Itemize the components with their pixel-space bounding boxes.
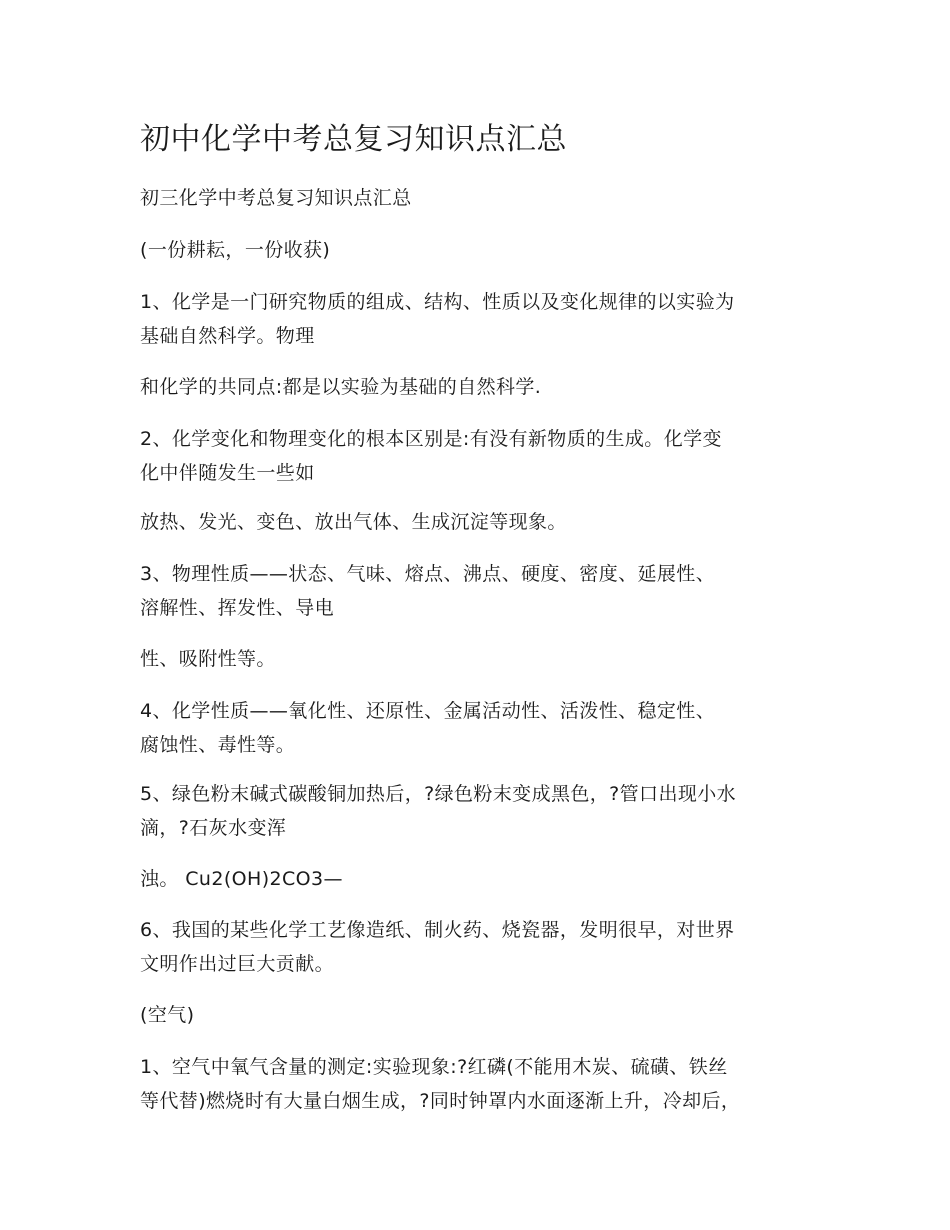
text-line: 等代替)燃烧时有大量白烟生成，?同时钟罩内水面逐渐上升，冷却后，	[140, 1090, 741, 1112]
paragraph	[140, 862, 820, 896]
paragraph	[140, 557, 820, 625]
text-line: 2、化学变化和物理变化的根本区别是:有没有新物质的生成。化学变	[140, 428, 722, 450]
text-line: 性、吸附性等。	[140, 648, 276, 670]
text-line: 1、化学是一门研究物质的组成、结构、性质以及变化规律的以实验为	[140, 291, 735, 313]
paragraph	[140, 233, 820, 267]
text-line: 6、我国的某些化学工艺像造纸、制火药、烧瓷器，发明很早，对世界	[140, 919, 735, 941]
document-title: 初中化学中考总复习知识点汇总	[140, 122, 567, 157]
paragraph	[140, 998, 820, 1032]
text-line: 1、空气中氧气含量的测定:实验现象:?红磷(不能用木炭、硫磺、铁丝	[140, 1056, 728, 1078]
paragraph	[140, 913, 820, 981]
paragraph	[140, 1050, 820, 1118]
text-line: 基础自然科学。物理	[140, 325, 315, 347]
paragraph	[140, 642, 820, 676]
text-line: (一份耕耘，一份收获)	[140, 239, 331, 261]
text-line: 化中伴随发生一些如	[140, 462, 315, 484]
text-line: 3、物理性质——状态、气味、熔点、沸点、硬度、密度、延展性、	[140, 563, 716, 585]
text-line: (空气)	[140, 1004, 195, 1026]
text-line: 文明作出过巨大贡献。	[140, 953, 335, 975]
text-line: 腐蚀性、毒性等。	[140, 734, 296, 756]
paragraph	[140, 694, 820, 762]
text-line: 4、化学性质——氧化性、还原性、金属活动性、活泼性、稳定性、	[140, 700, 716, 722]
text-line: 初三化学中考总复习知识点汇总	[140, 187, 412, 209]
text-line: 5、绿色粉末碱式碳酸铜加热后，?绿色粉末变成黑色，?管口出现小水	[140, 783, 737, 805]
text-line: 放热、发光、变色、放出气体、生成沉淀等现象。	[140, 511, 567, 533]
text-line: 滴，?石灰水变浑	[140, 817, 287, 839]
text-line: 和化学的共同点:都是以实验为基础的自然科学.	[140, 376, 542, 398]
paragraph	[140, 777, 820, 845]
paragraph	[140, 285, 820, 353]
paragraph	[140, 370, 820, 404]
paragraph	[140, 505, 820, 539]
text-line: 浊。 Cu2(OH)2CO3—	[140, 868, 343, 890]
paragraph	[140, 422, 820, 490]
paragraph	[140, 181, 820, 215]
text-line: 溶解性、挥发性、导电	[140, 597, 335, 619]
